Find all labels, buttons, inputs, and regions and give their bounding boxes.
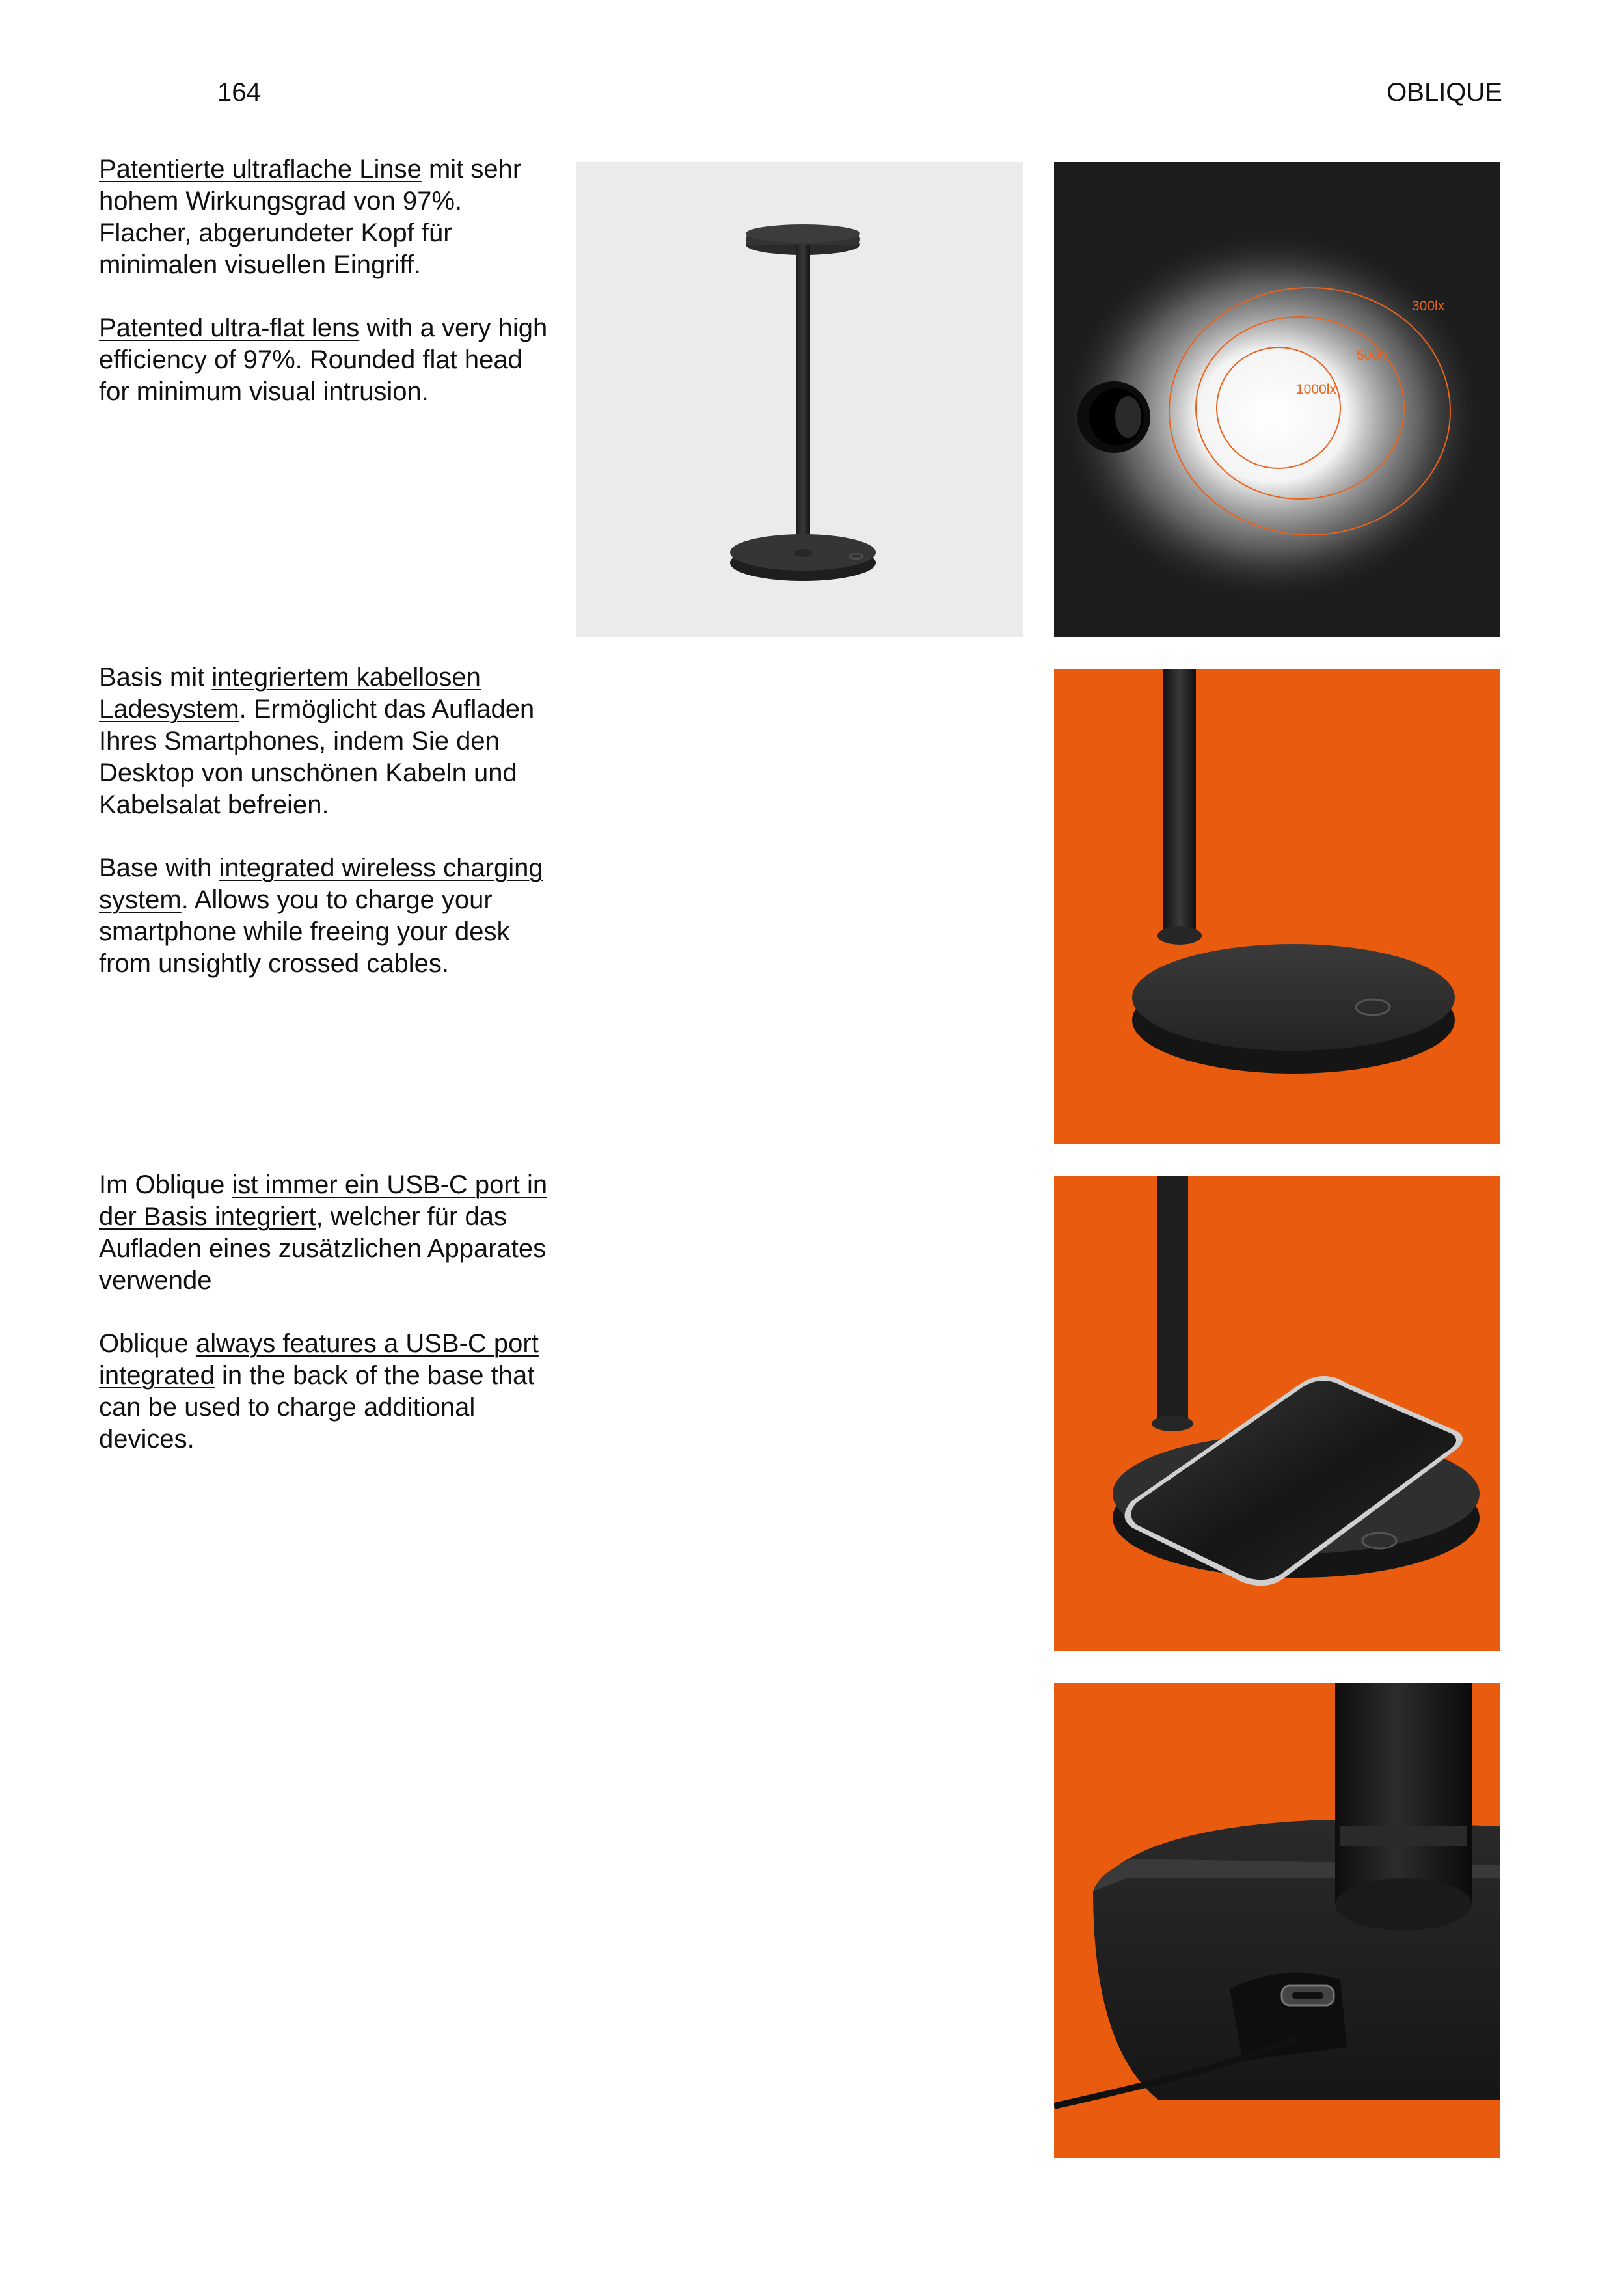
page-number: 164 — [217, 78, 261, 107]
usb-port-image — [1054, 1683, 1500, 2158]
base-detail-image — [1054, 669, 1500, 1144]
text-block-usb — [99, 1169, 554, 1487]
body-text: Base with — [99, 854, 219, 882]
phone-on-base-illustration — [1054, 1176, 1500, 1651]
base-illustration — [1054, 669, 1500, 1144]
lamp-illustration — [576, 162, 1023, 637]
text-block-charging — [99, 662, 554, 1011]
body-text: in the back of the base that can be used to charge additional devices. — [99, 1361, 535, 1453]
body-text: mit sehr hohem Wirkungsgrad von 97%. Flacher, abgerundeter Kopf für minimalen visuellen Eingriff. — [99, 155, 522, 279]
lux-label: 300lx — [1412, 299, 1445, 314]
highlight-text: integriertem kabellosen Ladesystem — [99, 663, 481, 723]
lux-label: 500lx — [1357, 348, 1390, 363]
body-text: . Ermöglicht das Aufladen Ihres Smartphones, indem Sie den Desktop von unschönen Kabeln und Kabelsalat befreien. — [99, 695, 535, 819]
highlight-text: Patented ultra-flat lens — [99, 314, 360, 342]
highlight-text: ist immer ein USB-C port in der Basis integriert — [99, 1170, 548, 1231]
body-text: Im Oblique — [99, 1170, 232, 1199]
body-text: Basis mit — [99, 663, 212, 692]
lamp-product-image — [576, 162, 1023, 637]
highlight-text: integrated wireless charging system — [99, 854, 543, 914]
paragraph-de — [99, 662, 554, 821]
highlight-text: Patentierte ultraflache Linse — [99, 155, 422, 183]
paragraph-de — [99, 154, 554, 281]
text-block-lens — [99, 154, 554, 439]
body-text: with a very high efficiency of 97%. Rounded flat head for minimum visual intrusion. — [99, 314, 548, 406]
body-text: , welcher für das Aufladen eines zusätzlichen Apparates verwende — [99, 1202, 547, 1295]
usb-port-illustration — [1054, 1683, 1500, 2158]
light-distribution-image — [1054, 162, 1500, 637]
body-text: Oblique — [99, 1329, 196, 1358]
paragraph-en — [99, 852, 554, 980]
wireless-charging-image — [1054, 1176, 1500, 1651]
paragraph-de — [99, 1169, 554, 1297]
body-text: . Allows you to charge your smartphone while freeing your desk from unsightly crossed cables. — [99, 886, 510, 978]
light-diagram — [1054, 162, 1500, 637]
lux-label: 1000lx — [1296, 382, 1336, 397]
paragraph-en — [99, 312, 554, 408]
highlight-text: always features a USB-C port integrated — [99, 1329, 539, 1390]
header-title: OBLIQUE — [1387, 78, 1502, 107]
paragraph-en — [99, 1328, 554, 1455]
